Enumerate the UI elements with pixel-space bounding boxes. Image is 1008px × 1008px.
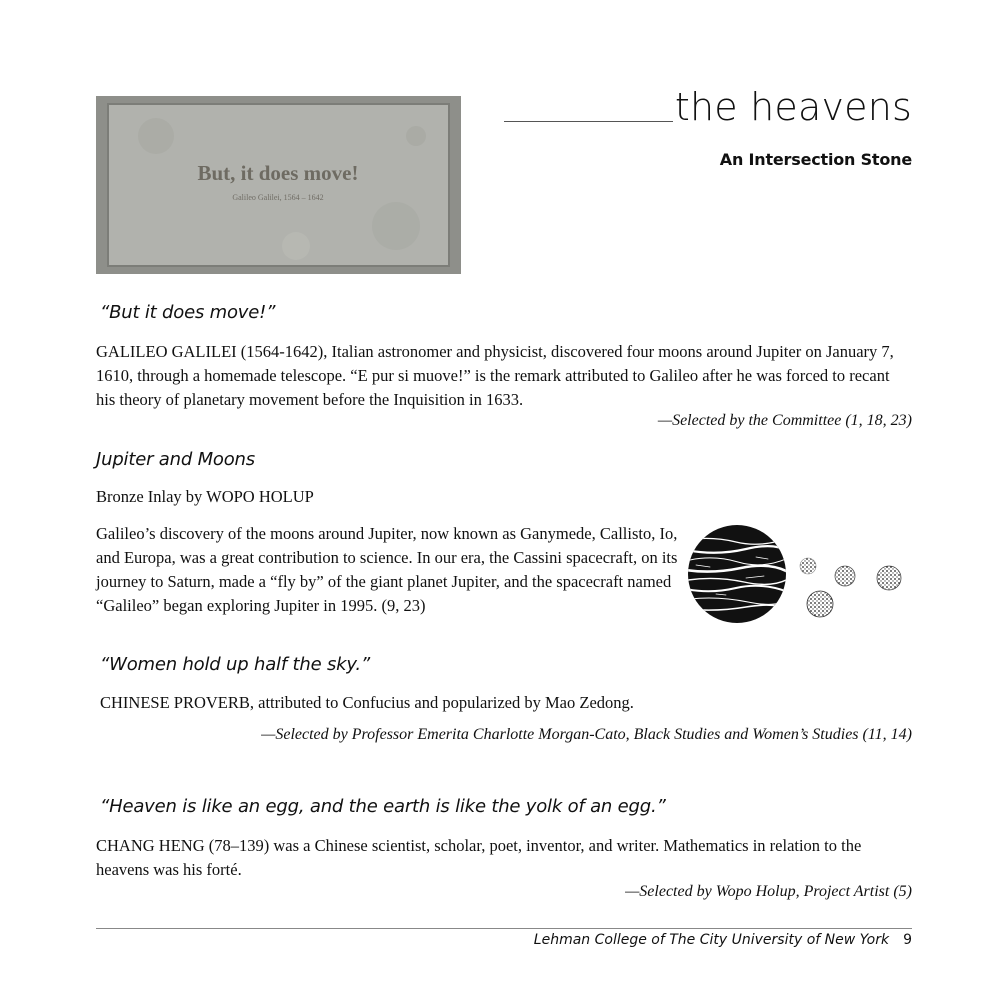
jupiter-planet (686, 525, 788, 623)
galileo-credit: —Selected by the Committee (1, 18, 23) (657, 412, 912, 429)
page-footer (534, 932, 912, 948)
stone-inscription: But, it does move! (197, 161, 359, 185)
jupiter-body: Galileo’s discovery of the moons around Jupiter, now known as Ganymede, Callisto, Io, and Europa, was a great contribution to science. In our era, the Cassini spacecraft, on its journey to Saturn, made a “fly by” of the giant planet Jupiter, and the spacecraft named “Galileo” began exploring Jupiter in 1995. (9, 23) (96, 524, 678, 615)
stone-small-text: Galileo Galilei, 1564 – 1642 (232, 193, 324, 202)
page-subtitle: An Intersection Stone (719, 150, 912, 169)
moon-europa (835, 566, 855, 586)
jupiter-byline: Bronze Inlay by WOPO HOLUP (96, 487, 314, 506)
jupiter-heading: Jupiter and Moons (96, 449, 255, 470)
heaven-quote-heading: “Heaven is like an egg, and the earth is like the yolk of an egg.” (100, 796, 666, 817)
galileo-quote-heading: “But it does move!” (100, 302, 276, 323)
women-quote-heading: “Women hold up half the sky.” (100, 654, 371, 675)
heaven-credit: —Selected by Wopo Holup, Project Artist (5) (625, 883, 912, 900)
page-title: the heavens (674, 85, 912, 129)
page-number: 9 (903, 932, 912, 948)
footer-text: Lehman College of The City University of New York (533, 932, 890, 948)
moon-io (800, 558, 816, 574)
stone-photo-graphic (96, 96, 461, 274)
galileo-body: GALILEO GALILEI (1564-1642), Italian astronomer and physicist, discovered four moons around Jupiter on January 7, 1610, through a homemade telescope. “E pur si muove!” is the remark attributed to Galileo after he was forced to recant his theory of planetary movement before the Inquisition in 1633. (96, 342, 894, 409)
stone-photo (96, 96, 461, 274)
footer-rule (96, 928, 912, 929)
jupiter-moons-graphic (686, 522, 912, 626)
heaven-body: CHANG HENG (78–139) was a Chinese scientist, scholar, poet, inventor, and writer. Mathematics in relation to the heavens was his forté. (96, 836, 862, 879)
women-credit: —Selected by Professor Emerita Charlotte Morgan-Cato, Black Studies and Women’s Studies (11, 14) (261, 726, 912, 743)
moon-ganymede (877, 566, 901, 590)
jupiter-moons-illustration (686, 522, 912, 626)
women-body: CHINESE PROVERB, attributed to Confucius and popularized by Mao Zedong. (100, 693, 634, 712)
moon-callisto (807, 591, 833, 617)
